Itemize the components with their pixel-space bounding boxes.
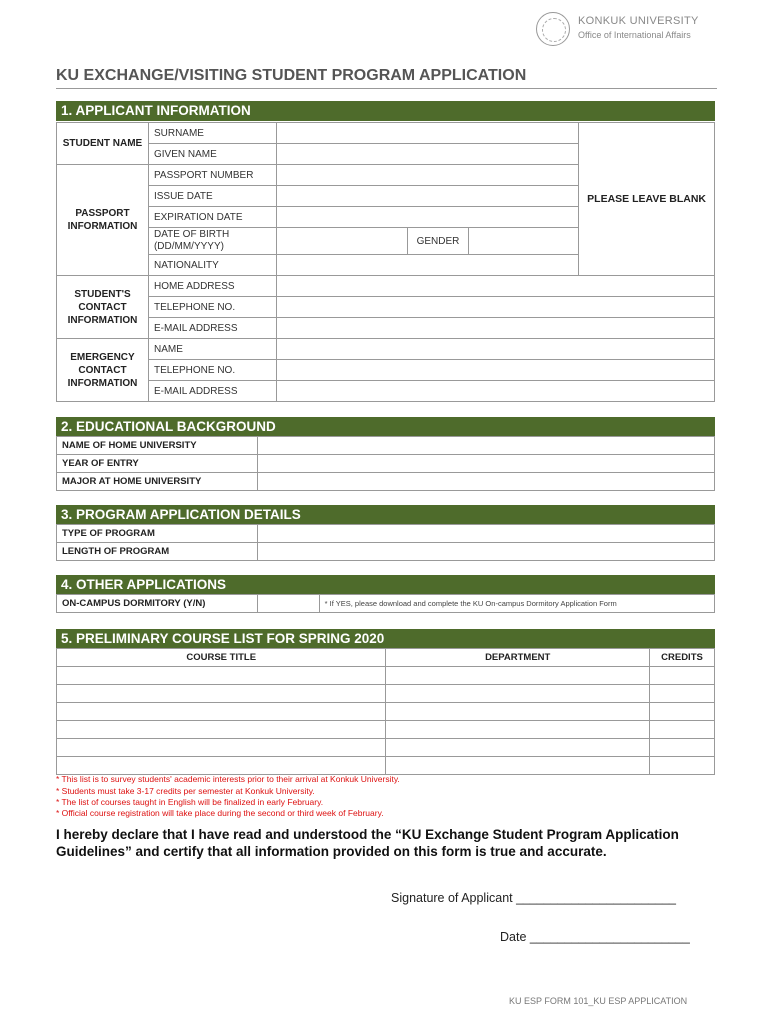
- education-table: [56, 436, 715, 491]
- label-major: MAJOR AT HOME UNIVERSITY: [57, 473, 258, 491]
- course-note: * The list of courses taught in English will be finalized in early February.: [56, 797, 324, 807]
- telephone-field[interactable]: [276, 297, 714, 318]
- email-field[interactable]: [276, 318, 714, 339]
- label-emergency-name: NAME: [148, 339, 276, 360]
- emergency-email-field[interactable]: [276, 381, 714, 402]
- given-name-field[interactable]: [276, 144, 578, 165]
- label-dormitory: ON-CAMPUS DORMITORY (Y/N): [57, 595, 258, 613]
- label-length-of-program: LENGTH OF PROGRAM: [57, 543, 258, 561]
- other-applications-table: [56, 594, 715, 613]
- course-note: * Students must take 3-17 credits per semester at Konkuk University.: [56, 786, 315, 796]
- section-5-heading: 5. PRELIMINARY COURSE LIST FOR SPRING 2020: [56, 629, 715, 649]
- course-title-cell[interactable]: [57, 739, 386, 757]
- section-3-heading: 3. PROGRAM APPLICATION DETAILS: [56, 505, 715, 525]
- group-student-name: STUDENT NAME: [57, 123, 149, 165]
- label-nationality: NATIONALITY: [148, 255, 276, 276]
- department-cell[interactable]: [386, 739, 650, 757]
- label-email: E-MAIL ADDRESS: [148, 318, 276, 339]
- university-seal-logo: [536, 12, 570, 46]
- home-university-field[interactable]: [257, 437, 714, 455]
- gender-field[interactable]: [469, 228, 579, 255]
- year-of-entry-field[interactable]: [257, 455, 714, 473]
- major-field[interactable]: [257, 473, 714, 491]
- credits-cell[interactable]: [650, 757, 715, 775]
- emergency-name-field[interactable]: [276, 339, 714, 360]
- label-emergency-telephone: TELEPHONE NO.: [148, 360, 276, 381]
- credits-cell[interactable]: [650, 703, 715, 721]
- dormitory-note: * If YES, please download and complete the KU On-campus Dormitory Application Form: [319, 595, 714, 613]
- credits-cell[interactable]: [650, 721, 715, 739]
- course-title-cell[interactable]: [57, 757, 386, 775]
- label-issue-date: ISSUE DATE: [148, 186, 276, 207]
- label-home-address: HOME ADDRESS: [148, 276, 276, 297]
- surname-field[interactable]: [276, 123, 578, 144]
- page-title: KU EXCHANGE/VISITING STUDENT PROGRAM APPLICATION: [56, 67, 527, 84]
- label-type-of-program: TYPE OF PROGRAM: [57, 525, 258, 543]
- credits-cell[interactable]: [650, 685, 715, 703]
- label-year-of-entry: YEAR OF ENTRY: [57, 455, 258, 473]
- dormitory-field[interactable]: [257, 595, 319, 613]
- column-course-title: COURSE TITLE: [57, 649, 386, 667]
- department-cell[interactable]: [386, 667, 650, 685]
- course-note: * This list is to survey students' academic interests prior to their arrival at Konkuk University.: [56, 774, 400, 784]
- section-2-heading: 2. EDUCATIONAL BACKGROUND: [56, 417, 715, 437]
- credits-cell[interactable]: [650, 739, 715, 757]
- program-table: [56, 524, 715, 561]
- applicant-info-table: [56, 122, 715, 402]
- course-title-cell[interactable]: [57, 667, 386, 685]
- department-cell[interactable]: [386, 685, 650, 703]
- declaration-text: I hereby declare that I have read and understood the “KU Exchange Student Program Application Guidelines” and certify that all information provided on this form is true and accurate.: [56, 827, 679, 859]
- emergency-telephone-field[interactable]: [276, 360, 714, 381]
- label-gender: GENDER: [407, 228, 469, 255]
- label-telephone: TELEPHONE NO.: [148, 297, 276, 318]
- group-contact: STUDENT'S CONTACT INFORMATION: [57, 276, 149, 339]
- section-4-heading: 4. OTHER APPLICATIONS: [56, 575, 715, 595]
- group-emergency: EMERGENCY CONTACT INFORMATION: [57, 339, 149, 402]
- course-list-table: [56, 648, 715, 775]
- course-row: [57, 703, 715, 721]
- column-department: DEPARTMENT: [386, 649, 650, 667]
- photo-box: PLEASE LEAVE BLANK: [579, 123, 715, 276]
- signature-line[interactable]: Signature of Applicant _______________________: [391, 891, 676, 905]
- group-passport: PASSPORT INFORMATION: [57, 165, 149, 276]
- form-footer: KU ESP FORM 101_KU ESP APPLICATION: [509, 996, 688, 1006]
- credits-cell[interactable]: [650, 667, 715, 685]
- issue-date-field[interactable]: [276, 186, 578, 207]
- section-1-heading: 1. APPLICANT INFORMATION: [56, 101, 715, 121]
- office-name: Office of International Affairs: [578, 30, 691, 40]
- course-row: [57, 721, 715, 739]
- date-line[interactable]: Date _______________________: [500, 930, 690, 944]
- course-row: [57, 685, 715, 703]
- expiration-date-field[interactable]: [276, 207, 578, 228]
- course-title-cell[interactable]: [57, 703, 386, 721]
- label-given-name: GIVEN NAME: [148, 144, 276, 165]
- course-note: * Official course registration will take place during the second or third week of February.: [56, 808, 384, 818]
- course-row: [57, 757, 715, 775]
- length-of-program-field[interactable]: [257, 543, 714, 561]
- label-expiration-date: EXPIRATION DATE: [148, 207, 276, 228]
- title-divider: [56, 88, 717, 89]
- department-cell[interactable]: [386, 703, 650, 721]
- label-passport-number: PASSPORT NUMBER: [148, 165, 276, 186]
- department-cell[interactable]: [386, 757, 650, 775]
- department-cell[interactable]: [386, 721, 650, 739]
- course-title-cell[interactable]: [57, 721, 386, 739]
- label-emergency-email: E-MAIL ADDRESS: [148, 381, 276, 402]
- label-home-university: NAME OF HOME UNIVERSITY: [57, 437, 258, 455]
- home-address-field[interactable]: [276, 276, 714, 297]
- course-row: [57, 667, 715, 685]
- university-name: KONKUK UNIVERSITY: [578, 15, 699, 27]
- dob-field[interactable]: [276, 228, 407, 255]
- type-of-program-field[interactable]: [257, 525, 714, 543]
- nationality-field[interactable]: [276, 255, 578, 276]
- column-credits: CREDITS: [650, 649, 715, 667]
- label-dob: DATE OF BIRTH (DD/MM/YYYY): [148, 228, 276, 255]
- course-title-cell[interactable]: [57, 685, 386, 703]
- passport-number-field[interactable]: [276, 165, 578, 186]
- label-surname: SURNAME: [148, 123, 276, 144]
- course-row: [57, 739, 715, 757]
